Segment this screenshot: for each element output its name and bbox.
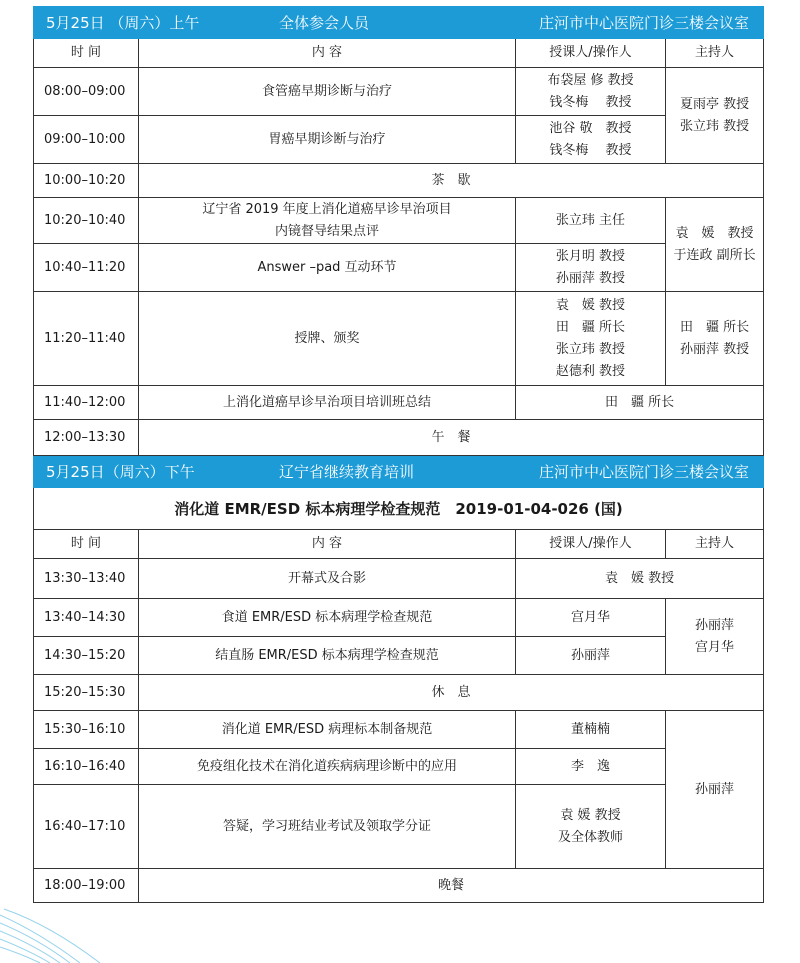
row-content: 晚餐 bbox=[139, 869, 764, 903]
afternoon-header-row bbox=[34, 530, 764, 559]
row-lecturers: 池谷 敬 教授 钱冬梅 教授 bbox=[516, 116, 666, 164]
row-lecturers: 袁 媛 教授 田 疆 所长 张立玮 教授 赵德利 教授 bbox=[516, 292, 666, 386]
table-row bbox=[34, 785, 764, 869]
row-lecturers: 田 疆 所长 bbox=[516, 386, 764, 420]
row-content: 消化道 EMR/ESD 病理标本制备规范 bbox=[139, 711, 516, 749]
row-time: 11:40–12:00 bbox=[34, 386, 139, 420]
row-lecturers: 袁 媛 教授 bbox=[516, 559, 764, 599]
table-row bbox=[34, 420, 764, 456]
course-title-row bbox=[34, 488, 764, 530]
row-time: 18:00–19:00 bbox=[34, 869, 139, 903]
row-host: 孙丽萍 bbox=[666, 711, 764, 869]
row-content: 授牌、颁奖 bbox=[139, 292, 516, 386]
afternoon-venue: 庄河市中心医院门诊三楼会议室 bbox=[539, 462, 750, 481]
table-row bbox=[34, 164, 764, 198]
table-row bbox=[34, 198, 764, 244]
row-time: 10:20–10:40 bbox=[34, 198, 139, 244]
row-time: 15:20–15:30 bbox=[34, 675, 139, 711]
row-content: 免疫组化技术在消化道疾病病理诊断中的应用 bbox=[139, 749, 516, 785]
table-row bbox=[34, 749, 764, 785]
row-time: 09:00–10:00 bbox=[34, 116, 139, 164]
row-lecturers: 张月明 教授 孙丽萍 教授 bbox=[516, 244, 666, 292]
row-lecturers: 董楠楠 bbox=[516, 711, 666, 749]
morning-schedule-table bbox=[33, 6, 764, 903]
row-content: 午 餐 bbox=[139, 420, 764, 456]
header-content: 内 容 bbox=[139, 530, 516, 559]
row-time: 12:00–13:30 bbox=[34, 420, 139, 456]
table-row bbox=[34, 292, 764, 386]
row-content: 食道 EMR/ESD 标本病理学检查规范 bbox=[139, 599, 516, 637]
row-host: 孙丽萍 宫月华 bbox=[666, 599, 764, 675]
morning-header-row bbox=[34, 39, 764, 68]
header-host: 主持人 bbox=[666, 39, 764, 68]
schedule-sheet bbox=[33, 6, 763, 903]
row-content: 休 息 bbox=[139, 675, 764, 711]
morning-session-banner bbox=[34, 7, 764, 39]
row-time: 10:00–10:20 bbox=[34, 164, 139, 198]
table-row bbox=[34, 711, 764, 749]
row-time: 10:40–11:20 bbox=[34, 244, 139, 292]
row-lecturers: 袁 媛 教授 及全体教师 bbox=[516, 785, 666, 869]
table-row bbox=[34, 386, 764, 420]
row-time: 13:30–13:40 bbox=[34, 559, 139, 599]
row-content: 开幕式及合影 bbox=[139, 559, 516, 599]
row-time: 13:40–14:30 bbox=[34, 599, 139, 637]
row-host: 夏雨亭 教授 张立玮 教授 bbox=[666, 68, 764, 164]
row-content: 上消化道癌早诊早治项目培训班总结 bbox=[139, 386, 516, 420]
row-lecturers: 布袋屋 修 教授 钱冬梅 教授 bbox=[516, 68, 666, 116]
row-lecturers: 孙丽萍 bbox=[516, 637, 666, 675]
afternoon-session-banner bbox=[34, 456, 764, 488]
row-content: 胃癌早期诊断与治疗 bbox=[139, 116, 516, 164]
row-lecturers: 宫月华 bbox=[516, 599, 666, 637]
row-content: 结直肠 EMR/ESD 标本病理学检查规范 bbox=[139, 637, 516, 675]
morning-date: 5月25日 （周六）上午 bbox=[46, 13, 200, 32]
header-lecturer: 授课人/操作人 bbox=[516, 39, 666, 68]
row-time: 14:30–15:20 bbox=[34, 637, 139, 675]
header-host: 主持人 bbox=[666, 530, 764, 559]
row-content: 辽宁省 2019 年度上消化道癌早诊早治项目 内镜督导结果点评 bbox=[139, 198, 516, 244]
morning-audience: 全体参会人员 bbox=[279, 13, 370, 32]
row-time: 16:10–16:40 bbox=[34, 749, 139, 785]
row-lecturers: 张立玮 主任 bbox=[516, 198, 666, 244]
header-time: 时 间 bbox=[34, 39, 139, 68]
table-row bbox=[34, 869, 764, 903]
table-row bbox=[34, 599, 764, 637]
row-time: 08:00–09:00 bbox=[34, 68, 139, 116]
decorative-wave-lines bbox=[0, 893, 120, 963]
table-row bbox=[34, 559, 764, 599]
header-content: 内 容 bbox=[139, 39, 516, 68]
row-content: Answer –pad 互动环节 bbox=[139, 244, 516, 292]
row-time: 16:40–17:10 bbox=[34, 785, 139, 869]
course-title: 消化道 EMR/ESD 标本病理学检查规范 2019-01-04-026 (国) bbox=[34, 488, 764, 530]
row-lecturers: 李 逸 bbox=[516, 749, 666, 785]
row-host: 袁 媛 教授 于连政 副所长 bbox=[666, 198, 764, 292]
header-lecturer: 授课人/操作人 bbox=[516, 530, 666, 559]
row-content: 食管癌早期诊断与治疗 bbox=[139, 68, 516, 116]
row-host: 田 疆 所长 孙丽萍 教授 bbox=[666, 292, 764, 386]
morning-venue: 庄河市中心医院门诊三楼会议室 bbox=[539, 13, 750, 32]
table-row bbox=[34, 68, 764, 116]
table-row bbox=[34, 244, 764, 292]
row-time: 11:20–11:40 bbox=[34, 292, 139, 386]
table-row bbox=[34, 675, 764, 711]
row-time: 15:30–16:10 bbox=[34, 711, 139, 749]
row-content: 答疑，学习班结业考试及领取学分证 bbox=[139, 785, 516, 869]
afternoon-date: 5月25日（周六）下午 bbox=[46, 462, 195, 481]
header-time: 时 间 bbox=[34, 530, 139, 559]
table-row bbox=[34, 637, 764, 675]
row-content: 茶 歇 bbox=[139, 164, 764, 198]
table-row bbox=[34, 116, 764, 164]
afternoon-audience: 辽宁省继续教育培训 bbox=[279, 462, 415, 481]
